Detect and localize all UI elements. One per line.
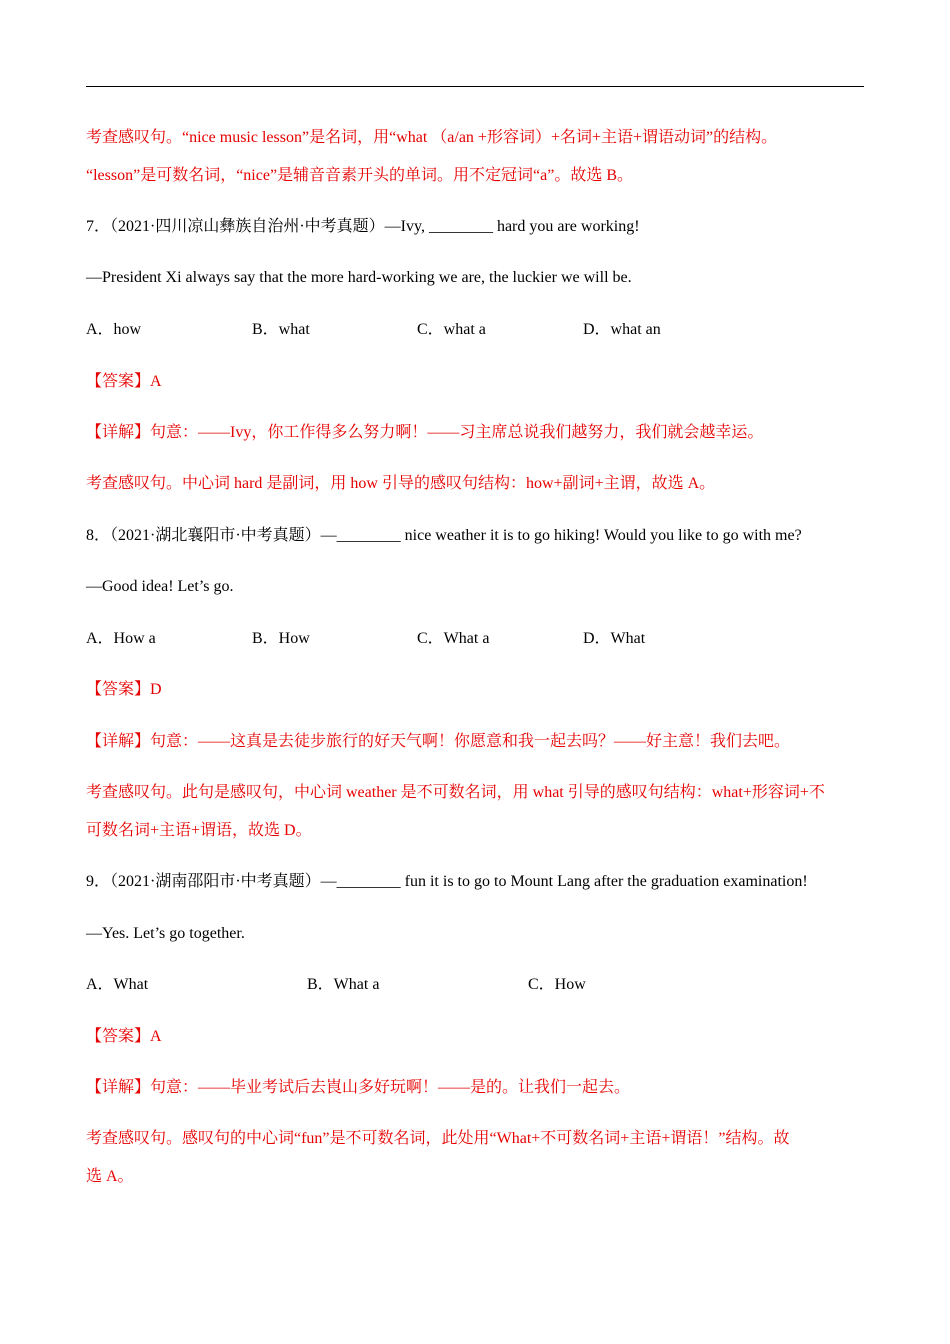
- question-8-reply: —Good idea! Let’s go.: [86, 578, 234, 595]
- header-rule: [86, 86, 864, 87]
- question-7-reply: —President Xi always say that the more hard-working we are, the luckier we will be.: [86, 269, 632, 286]
- question-9-explanation-line-1: 考查感叹句。感叹句的中心词“fun”是不可数名词，此处用“What+不可数名词+主语+谓语！”结构。故: [86, 1130, 790, 1147]
- question-9-explanation-line-2: 选 A。: [86, 1168, 134, 1185]
- question-8-option-b: B．How: [252, 630, 310, 647]
- question-8-detail: 【详解】句意：——这真是去徒步旅行的好天气啊！你愿意和我一起去吗？——好主意！我们去吧。: [86, 733, 791, 750]
- question-7-detail: 【详解】句意：——Ivy，你工作得多么努力啊！——习主席总说我们越努力，我们就会越幸运。: [86, 424, 764, 441]
- question-9-answer: 【答案】A: [86, 1028, 162, 1045]
- question-7-option-c: C．what a: [417, 321, 486, 338]
- question-7-option-a: A．how: [86, 321, 142, 338]
- question-9-option-a: A．What: [86, 976, 149, 993]
- question-9-stem: 9．（2021·湖南邵阳市·中考真题）—________ fun it is to go to Mount Lang after the graduation examination!: [86, 873, 808, 890]
- question-7-explanation: 考查感叹句。中心词 hard 是副词，用 how 引导的感叹句结构：how+副词+主谓，故选 A。: [86, 475, 716, 492]
- question-8-explanation-line-2: 可数名词+主语+谓语，故选 D。: [86, 822, 312, 839]
- question-8-explanation-line-1: 考查感叹句。此句是感叹句，中心词 weather 是不可数名词，用 what 引导的感叹句结构：what+形容词+不: [86, 784, 825, 801]
- question-7-option-b: B．what: [252, 321, 310, 338]
- question-8-option-a: A．How a: [86, 630, 156, 647]
- question-7-option-d: D．what an: [583, 321, 661, 338]
- question-8-option-d: D．What: [583, 630, 646, 647]
- question-9-option-b: B．What a: [307, 976, 380, 993]
- question-9-reply: —Yes. Let’s go together.: [86, 925, 245, 942]
- question-8-answer: 【答案】D: [86, 681, 162, 698]
- question-8-option-c: C．What a: [417, 630, 490, 647]
- question-9-detail: 【详解】句意：——毕业考试后去崀山多好玩啊！——是的。让我们一起去。: [86, 1079, 631, 1096]
- question-7-stem: 7．（2021·四川凉山彝族自治州·中考真题）—Ivy, ________ hard you are working!: [86, 218, 640, 235]
- question-8-stem: 8．（2021·湖北襄阳市·中考真题）—________ nice weather it is to go hiking! Would you like to go with me?: [86, 527, 802, 544]
- prev-explanation-line-1: 考查感叹句。“nice music lesson”是名词，用“what （a/an +形容词）+名词+主语+谓语动词”的结构。: [86, 129, 778, 146]
- question-7-answer: 【答案】A: [86, 373, 162, 390]
- question-9-option-c: C．How: [528, 976, 586, 993]
- prev-explanation-line-2: “lesson”是可数名词，“nice”是辅音音素开头的单词。用不定冠词“a”。故选 B。: [86, 167, 634, 184]
